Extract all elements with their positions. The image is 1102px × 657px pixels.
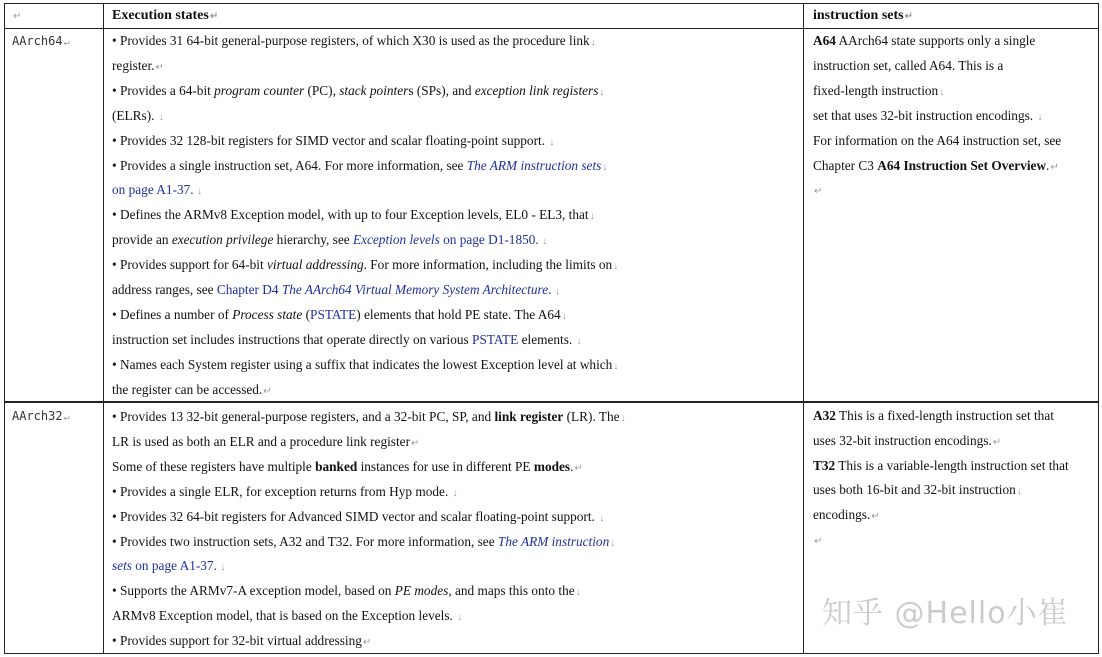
paragraph-mark: ↓ <box>575 587 581 599</box>
paragraph-mark: ↓ <box>158 111 164 123</box>
text-run: • Provides two instruction sets, A32 and T32. For more information, see <box>112 533 498 549</box>
text-run: T32 <box>813 457 836 473</box>
paragraph-mark: ↓ <box>1037 111 1043 123</box>
execution-state-line <box>112 534 615 552</box>
text-run: • Provides 31 64-bit general-purpose registers, of which X30 is used as the procedure link <box>112 33 590 48</box>
instruction-set-line <box>813 507 880 525</box>
execution-state-line <box>112 58 164 76</box>
execution-state-line <box>112 108 164 126</box>
execution-state-line <box>112 608 462 626</box>
paragraph-mark: ↵ <box>814 186 823 198</box>
paragraph-mark: ↵ <box>209 11 219 22</box>
text-run: . For more information, including the limits on <box>363 257 613 273</box>
state-text: AArch64 <box>12 34 63 48</box>
execution-state-line <box>112 83 604 101</box>
text-run: . <box>1046 157 1050 173</box>
text-run: the register can be accessed. <box>112 381 263 397</box>
text-run: provide an <box>112 232 172 248</box>
execution-state-line <box>112 133 554 151</box>
paragraph-mark: ↓ <box>452 487 458 499</box>
paragraph-mark: ↓ <box>1016 486 1022 498</box>
cross-reference-link[interactable]: The ARM instruction sets <box>466 157 602 173</box>
table-border-bottom <box>4 653 1099 654</box>
execution-state-line <box>112 382 272 400</box>
text-run: • Provides 13 32-bit general-purpose registers, and a 32-bit PC, SP, and <box>112 409 495 424</box>
paragraph-mark: ↓ <box>620 413 626 424</box>
header-text: instruction sets <box>813 8 904 23</box>
text-run: hierarchy, see <box>273 232 353 248</box>
cross-reference-link[interactable]: Exception levels <box>352 232 440 248</box>
execution-state-line <box>112 257 618 275</box>
paragraph-mark: ↓ <box>561 310 567 322</box>
text-run: A64 Instruction Set Overview <box>877 157 1047 173</box>
text-run: This is a variable-length instruction set that <box>835 457 1069 473</box>
cross-reference-link[interactable]: on page A1-37. <box>131 558 217 574</box>
text-run: • Provides a 64-bit <box>112 82 215 98</box>
text-run: exception link registers <box>474 82 599 98</box>
header-divider <box>4 28 1099 29</box>
paragraph-mark: ↓ <box>576 335 582 347</box>
paragraph-mark: ↓ <box>539 236 548 248</box>
paragraph-mark: ↵ <box>814 536 823 547</box>
execution-state-line <box>112 307 567 325</box>
execution-state-line <box>112 558 225 576</box>
text-run: • Provides 32 64-bit registers for Advanced SIMD vector and scalar floating-point support. <box>112 508 599 524</box>
cross-reference-link[interactable]: on page A1-37. <box>112 182 194 198</box>
text-run: A64 <box>813 33 836 48</box>
execution-state-line <box>112 633 371 651</box>
paragraph-mark: ↓ <box>590 37 596 48</box>
text-run: ARMv8 Exception model, that is based on the Exception levels. <box>112 608 457 624</box>
execution-state-line <box>112 207 595 225</box>
execution-state-line <box>112 33 596 51</box>
text-run: program counter <box>214 82 305 98</box>
execution-state-line <box>112 509 604 527</box>
text-run: PE modes <box>394 583 449 599</box>
cross-reference-link[interactable]: PSTATE <box>472 331 519 347</box>
execution-state-line <box>112 158 607 176</box>
header-text: Execution states <box>112 8 209 23</box>
text-run: • Provides a single instruction set, A64. For more information, see <box>112 157 467 173</box>
paragraph-mark: ↵ <box>63 412 70 423</box>
text-run: uses 32-bit instruction encodings. <box>813 432 992 448</box>
paragraph-mark: ↵ <box>411 437 420 449</box>
text-run: fixed-length instruction <box>813 82 939 98</box>
execution-state-line <box>112 232 547 250</box>
text-run: • Supports the ARMv7-A exception model, based on <box>112 583 395 599</box>
text-run: LR is used as both an ELR and a procedure link register <box>112 433 410 449</box>
paragraph-mark: ↵ <box>871 511 880 523</box>
state-label-aarch32 <box>12 408 70 426</box>
text-run: instruction set includes instructions that operate directly on various <box>112 331 473 347</box>
text-run: • Provides support for 32-bit virtual addressing <box>112 633 362 649</box>
watermark: 知乎 @Hello小崔 <box>822 596 1069 631</box>
table-border-top <box>4 3 1099 4</box>
paragraph-mark: ↓ <box>457 612 463 624</box>
header-col1-mark: ↵ <box>13 11 22 22</box>
paragraph-mark: ↓ <box>217 562 226 574</box>
text-run: elements. <box>518 331 576 347</box>
execution-state-line <box>112 332 582 350</box>
column-divider-2 <box>803 3 804 654</box>
text-run: Process state <box>232 306 303 322</box>
text-run: AArch64 state supports only a single <box>835 33 1036 48</box>
instruction-set-line <box>813 133 1061 149</box>
text-run: . <box>570 458 574 474</box>
column-divider-1 <box>103 3 104 654</box>
text-run: A32 <box>813 408 836 423</box>
text-run: link register <box>494 409 564 424</box>
cross-reference-link[interactable]: Chapter D4 <box>216 282 282 297</box>
cross-reference-link[interactable]: on page D1-1850. <box>439 232 539 248</box>
paragraph-mark: ↓ <box>599 86 605 98</box>
text-run: modes <box>533 458 571 474</box>
execution-state-line <box>112 182 202 200</box>
text-run: This is a fixed-length instruction set that <box>835 408 1054 423</box>
paragraph-mark: ↵ <box>155 61 164 73</box>
cross-reference-link[interactable]: . <box>548 282 552 297</box>
paragraph-mark: ↵ <box>904 11 914 22</box>
cross-reference-link[interactable]: sets <box>112 558 132 574</box>
row-divider <box>4 401 1099 403</box>
text-run: Some of these registers have multiple <box>112 458 316 474</box>
paragraph-mark: ↓ <box>613 261 619 273</box>
instruction-set-line <box>813 433 1001 451</box>
paragraph-mark: ↓ <box>549 136 555 148</box>
execution-state-line <box>112 434 419 452</box>
table-border-right <box>1098 3 1099 654</box>
instruction-set-line <box>813 458 1069 474</box>
text-run: banked <box>315 458 358 474</box>
paragraph-mark: ↓ <box>602 161 608 173</box>
text-run: register. <box>112 57 155 73</box>
instruction-set-line <box>813 158 1059 176</box>
cross-reference-link[interactable]: The AArch64 Virtual Memory System Architecture <box>281 282 549 297</box>
instruction-set-line <box>813 408 1054 424</box>
execution-state-line <box>112 583 581 601</box>
paragraph-mark: ↓ <box>599 512 605 524</box>
table-border-left <box>4 3 5 654</box>
execution-state-line <box>112 409 626 427</box>
instruction-set-line <box>813 532 822 550</box>
text-run: instances for use in different PE <box>357 458 534 474</box>
text-run: address ranges, see <box>112 282 217 297</box>
text-run: • Provides support for 64-bit <box>112 257 267 273</box>
text-run: stack pointer <box>339 82 409 98</box>
text-run: • Provides a single ELR, for exception returns from Hyp mode. <box>112 483 452 499</box>
paragraph-mark: ↵ <box>63 37 70 48</box>
paragraph-mark: ↵ <box>1050 161 1059 173</box>
cross-reference-link[interactable]: The ARM instruction <box>497 533 610 549</box>
instruction-set-line <box>813 182 822 200</box>
text-run: (ELRs). <box>112 107 158 123</box>
paragraph-mark: ↵ <box>263 385 272 397</box>
execution-state-line <box>112 357 618 375</box>
paragraph-mark: ↓ <box>613 360 619 372</box>
paragraph-mark: ↵ <box>574 462 583 474</box>
state-label-aarch64 <box>12 33 70 51</box>
text-run: (PC), <box>304 82 340 98</box>
text-run: • Provides 32 128-bit registers for SIMD vector and scalar floating-point support. <box>112 132 549 148</box>
instruction-set-line <box>813 108 1042 126</box>
text-run: set that uses 32-bit instruction encodings. <box>813 107 1037 123</box>
text-run: For information on the A64 instruction set, see <box>813 132 1062 148</box>
text-run: • Defines the ARMv8 Exception model, with up to four Exception levels, EL0 - EL3, that <box>112 207 589 223</box>
text-run: • Defines a number of <box>112 306 233 322</box>
text-run: • Names each System register using a suffix that indicates the lowest Exception level at which <box>112 356 613 372</box>
text-run: ) elements that hold PE state. The A64 <box>356 306 561 322</box>
header-execution-states <box>112 8 218 25</box>
text-run: virtual addressing <box>266 257 364 273</box>
text-run: (LR). The <box>563 409 620 424</box>
paragraph-mark: ↵ <box>362 637 372 649</box>
instruction-set-line <box>813 83 944 101</box>
instruction-set-line <box>813 482 1022 500</box>
execution-state-line <box>112 282 560 300</box>
state-text: AArch32 <box>12 409 63 423</box>
cross-reference-link[interactable]: PSTATE <box>310 306 357 322</box>
paragraph-mark: ↓ <box>194 186 203 198</box>
text-run: uses both 16-bit and 32-bit instruction <box>813 482 1016 498</box>
text-run: Chapter C3 <box>813 157 878 173</box>
paragraph-mark: ↵ <box>992 436 1002 448</box>
instruction-set-line <box>813 58 1003 74</box>
paragraph-mark: ↓ <box>589 211 595 223</box>
paragraph-mark: ↓ <box>939 86 945 98</box>
paragraph-mark: ↓ <box>552 286 560 297</box>
execution-state-line <box>112 459 583 477</box>
text-run: encodings. <box>813 507 871 523</box>
text-run: s (SPs), and <box>408 82 475 98</box>
execution-state-line <box>112 484 458 502</box>
instruction-set-line <box>813 33 1035 49</box>
text-run: instruction set, called A64. This is a <box>813 57 1004 73</box>
header-instruction-sets <box>813 8 913 25</box>
text-run: ( <box>302 306 311 322</box>
text-run: execution privilege <box>171 232 274 248</box>
text-run: , and maps this onto the <box>448 583 575 599</box>
paragraph-mark: ↓ <box>610 537 616 549</box>
